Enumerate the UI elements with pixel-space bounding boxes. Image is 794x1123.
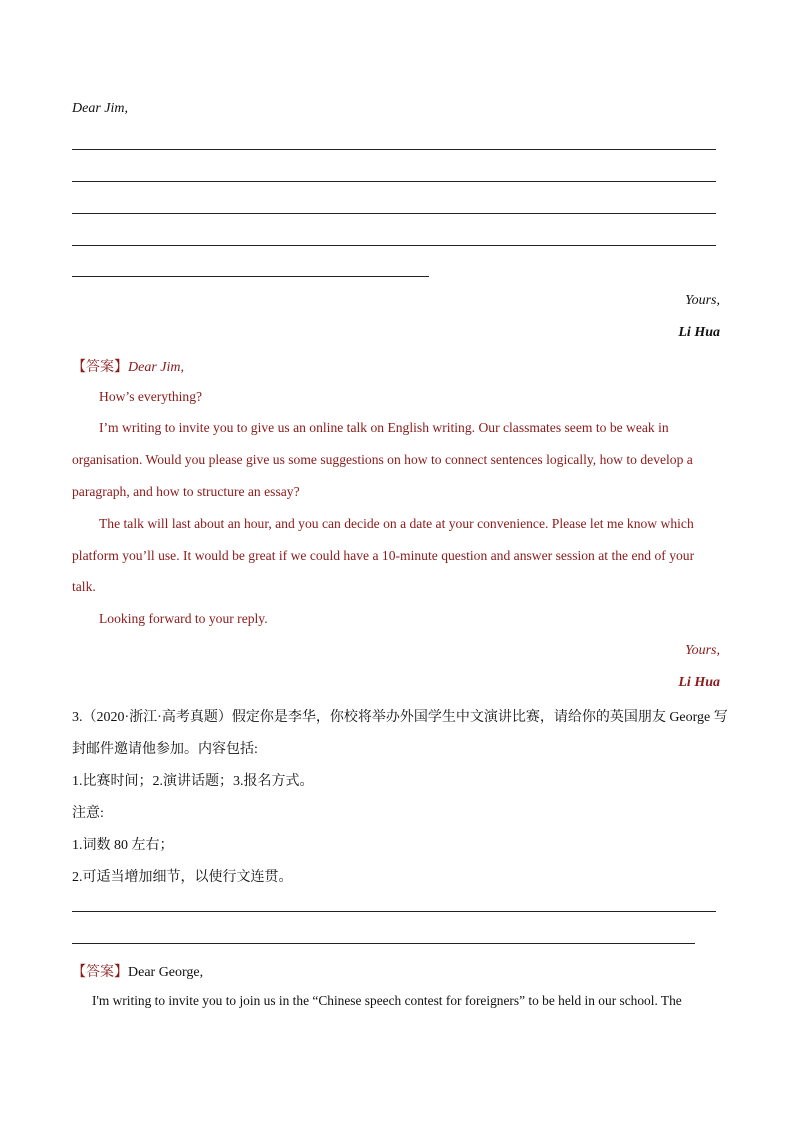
question-line: 注意: <box>72 806 104 821</box>
answer-line: I'm writing to invite you to join us in the “Chinese speech contest for foreigners” to be held in our school. The <box>92 993 682 1008</box>
question-line: 1.词数 80 左右； <box>72 838 174 853</box>
answer-label: 【答案】 <box>72 360 128 375</box>
answer-block-3 <box>72 961 203 981</box>
answer-line: platform you’ll use. It would be great if we could have a 10-minute question and answer session at the end of your <box>72 548 695 563</box>
answer-line: I’m writing to invite you to give us an online talk on English writing. Our classmates seem to be weak in <box>99 420 669 435</box>
answer-line: How’s everything? <box>99 389 203 404</box>
writing-line <box>72 276 429 277</box>
answer-closing: Yours, <box>685 643 720 658</box>
question-line: 3.（2020·浙江·高考真题）假定你是李华，你校将举办外国学生中文演讲比赛，请给你的英国朋友 George 写 <box>72 710 728 725</box>
writing-line <box>72 911 716 912</box>
letter-signature: Li Hua <box>678 325 720 340</box>
answer-block-1 <box>72 356 184 376</box>
question-line: 1.比赛时间；2.演讲话题；3.报名方式。 <box>72 774 314 789</box>
question-line: 2.可适当增加细节，以使行文连贯。 <box>72 870 293 885</box>
answer-line: The talk will last about an hour, and you can decide on a date at your convenience. Please let me know which <box>99 516 694 531</box>
answer-salutation: Dear George, <box>128 965 204 980</box>
answer-line: paragraph, and how to structure an essay? <box>72 484 300 499</box>
letter-closing: Yours, <box>685 293 720 308</box>
letter-salutation: Dear Jim, <box>72 101 128 116</box>
answer-label: 【答案】 <box>72 965 128 980</box>
answer-signature: Li Hua <box>678 675 720 690</box>
question-line: 封邮件邀请他参加。内容包括: <box>72 742 258 757</box>
answer-line: talk. <box>72 579 96 594</box>
writing-line <box>72 149 716 150</box>
answer-line: Looking forward to your reply. <box>99 611 268 626</box>
writing-line <box>72 213 716 214</box>
writing-line <box>72 245 716 246</box>
answer-line: organisation. Would you please give us some suggestions on how to connect sentences logically, how to develop a <box>72 452 693 467</box>
writing-line <box>72 181 716 182</box>
answer-salutation: Dear Jim, <box>128 360 184 375</box>
writing-line <box>72 943 695 944</box>
